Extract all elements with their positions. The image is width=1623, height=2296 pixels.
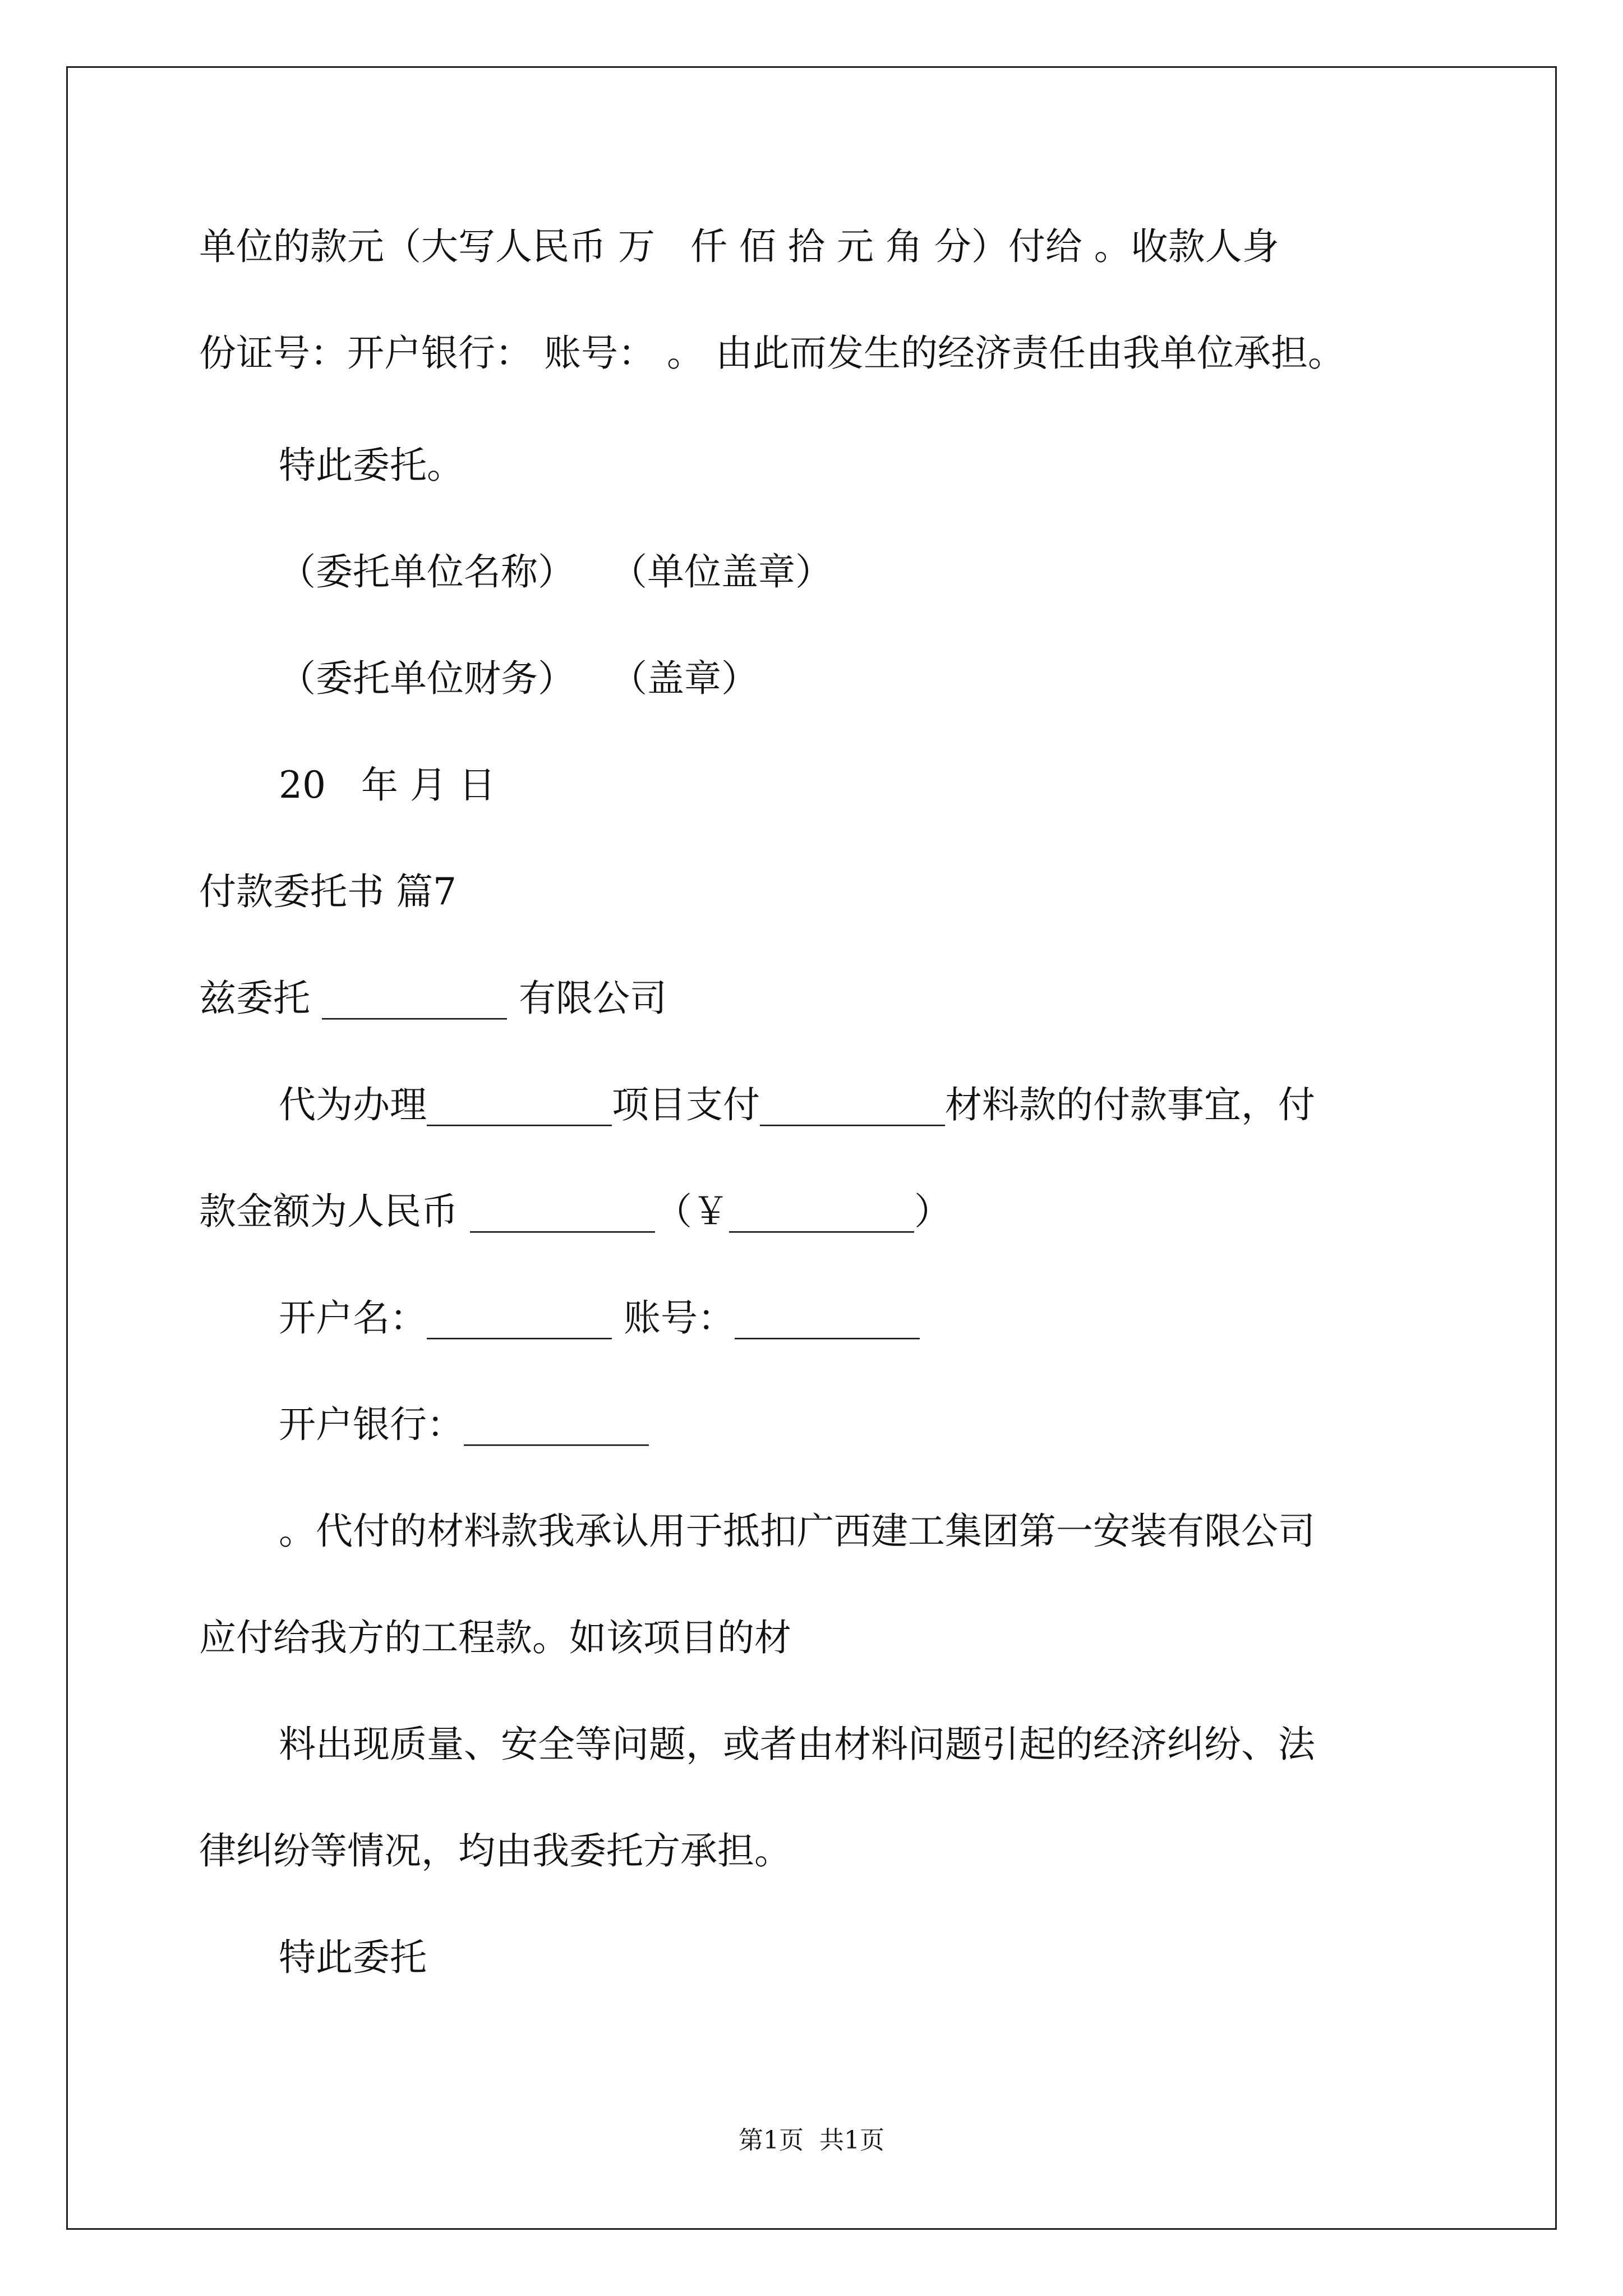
paragraph-line: 应付给我方的工程款。如该项目的材 [199,1616,791,1659]
paragraph-line: 开户银行：__________ [279,1403,649,1446]
paragraph-line: 代为办理__________项目支付__________材料款的付款事宜，付 [279,1083,1315,1126]
date-line: 20 年 月 日 [279,763,496,807]
page-border [66,66,1557,2230]
paragraph-line: 兹委托 __________ 有限公司 [199,977,667,1020]
paragraph-line: 开户名：__________ 账号：__________ [279,1296,920,1340]
paragraph-line: 特此委托 [279,1936,427,1979]
paragraph-line: 律纠纷等情况，均由我委托方承担。 [199,1829,791,1872]
paragraph-line: 特此委托。 [279,444,464,487]
paragraph-line: 份证号：开户银行： 账号： 。 由此而发生的经济责任由我单位承担。 [199,332,1345,375]
paragraph-line: 。代付的材料款我承认用于抵扣广西建工集团第一安装有限公司 [279,1510,1315,1553]
page-footer: 第1页 共1页 [739,2126,884,2155]
section-title: 付款委托书 篇7 [199,870,457,913]
signature-line-finance: （委托单位财务） （盖章） [279,657,758,700]
paragraph-line: 单位的款元（大写人民币 万 仟 佰 拾 元 角 分）付给 。收款人身 [199,225,1279,268]
signature-line-unit: （委托单位名称） （单位盖章） [279,550,832,593]
paragraph-line: 料出现质量、安全等问题，或者由材料问题引起的经济纠纷、法 [279,1723,1315,1766]
paragraph-line: 款金额为人民币 __________（￥__________） [199,1190,951,1233]
